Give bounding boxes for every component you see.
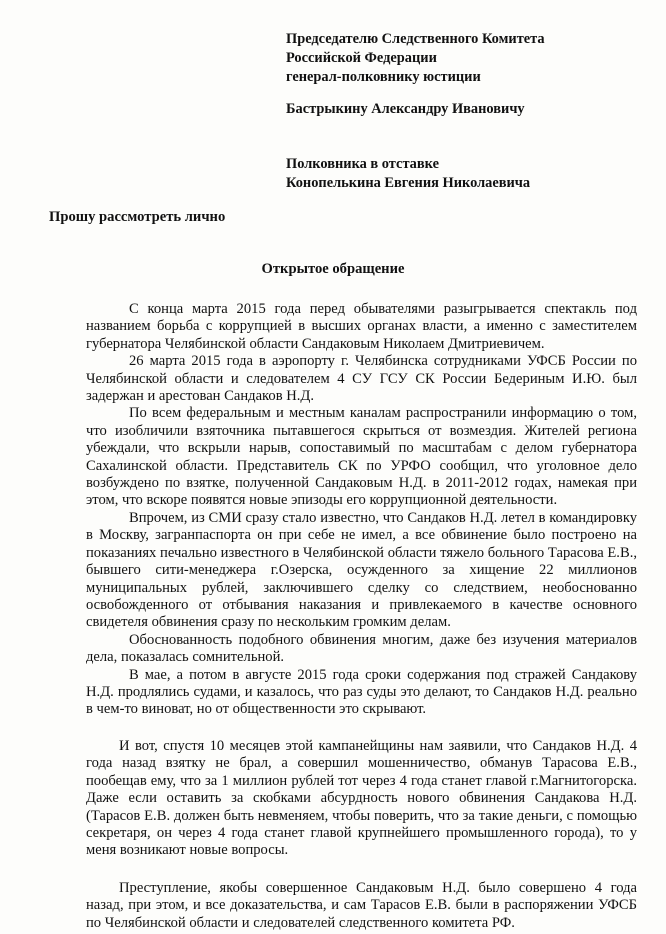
request-line: Прошу рассмотреть лично — [49, 209, 226, 225]
body-section-2 — [86, 738, 637, 860]
paragraph: И вот, спустя 10 месяцев этой кампанейщины нам заявили, что Сандаков Н.Д. 4 года назад взятку не брал, а совершил мошенничество, обманув Тарасова Е.В., пообещав ему, что за 1 миллион рублей тот через 4 года станет главой г.Магнитогорска. Даже если оставить за скобками абсурдность нового обвинения Сандакова Н.Д. (Тарасов Е.В. должен быть невменяем, чтобы поверить, что за такие деньги, с помощью секретаря, он через 4 года станет главой крупнейшего промышленного города), то у меня возникают новые вопросы. — [86, 738, 637, 859]
sender-block — [286, 155, 530, 193]
paragraph: В мае, а потом в августе 2015 года сроки содержания под стражей Сандакову Н.Д. продлялись судами, и казалось, что раз суды это делают, то Сандаков Н.Д. реально в чем-то виноват, но от общественности это скрывают. — [86, 666, 637, 718]
sender-line: Конопелькина Евгения Николаевича — [286, 175, 531, 191]
paragraph: Обоснованность подобного обвинения многим, даже без изучения материалов дела, показалась сомнительной. — [86, 631, 637, 666]
paragraph: Впрочем, из СМИ сразу стало известно, что Сандаков Н.Д. летел в командировку в Москву, загранпаспорта он при себе не имел, а все обвинение было построено на показаниях печально известного в Челябинской области тяжело больного Тарасова Е.В., бывшего сити-менеджера г.Озерска, осужденного за хищение 22 миллионов муниципальных рублей, заключившего сделку со следствием, необоснованно освобожденного от отбывания наказания и привлекаемого в качестве основного свидетеля обвинения сразу по нескольким громким делам. — [86, 509, 637, 631]
paragraph: 26 марта 2015 года в аэропорту г. Челябинска сотрудниками УФСБ России по Челябинской области и следователем 4 СУ ГСУ СК России Бедериным И.Ю. был задержан и арестован Сандаков Н.Д. — [86, 353, 637, 405]
sender-line: Полковника в отставке — [286, 156, 439, 172]
paragraph: С конца марта 2015 года перед обывателями разыгрывается спектакль под названием борьба с коррупцией в высших органах власти, а именно с заместителем губернатора Челябинской области Сандаковым Николаем Дмитриевичем. — [86, 301, 637, 352]
body-section-3 — [86, 880, 637, 932]
addressee-line: Российской Федерации — [286, 50, 437, 66]
paragraph: По всем федеральным и местным каналам распространили информацию о том, что изобличили взяточника пытавшегося скрыться от возмездия. Жителей региона убеждали, что вскрыли нарыв, сопоставимый по масштабам с делом губернатора Сахалинской области. Представитель СК по УРФО сообщил, что уголовное дело возбуждено по взятке, полученной Сандаковым Н.Д. в 2011-2012 годах, намекая при этом, что вскоре появятся новые эпизоды его коррупционной деятельности. — [86, 405, 637, 509]
addressee-name — [286, 100, 525, 119]
addressee-line: Председателю Следственного Комитета — [286, 31, 545, 47]
body-section-1 — [86, 301, 637, 719]
paragraph: Преступление, якобы совершенное Сандаковым Н.Д. было совершено 4 года назад, при этом, и все доказательства, и сам Тарасов Е.В. были в распоряжении УФСБ по Челябинской области и следователей следственного комитета РФ. — [86, 880, 637, 931]
addressee-line: генерал-полковнику юстиции — [286, 69, 481, 85]
addressee-name-text: Бастрыкину Александру Ивановичу — [286, 101, 525, 117]
document-title: Открытое обращение — [261, 261, 405, 277]
addressee-block — [286, 30, 545, 87]
